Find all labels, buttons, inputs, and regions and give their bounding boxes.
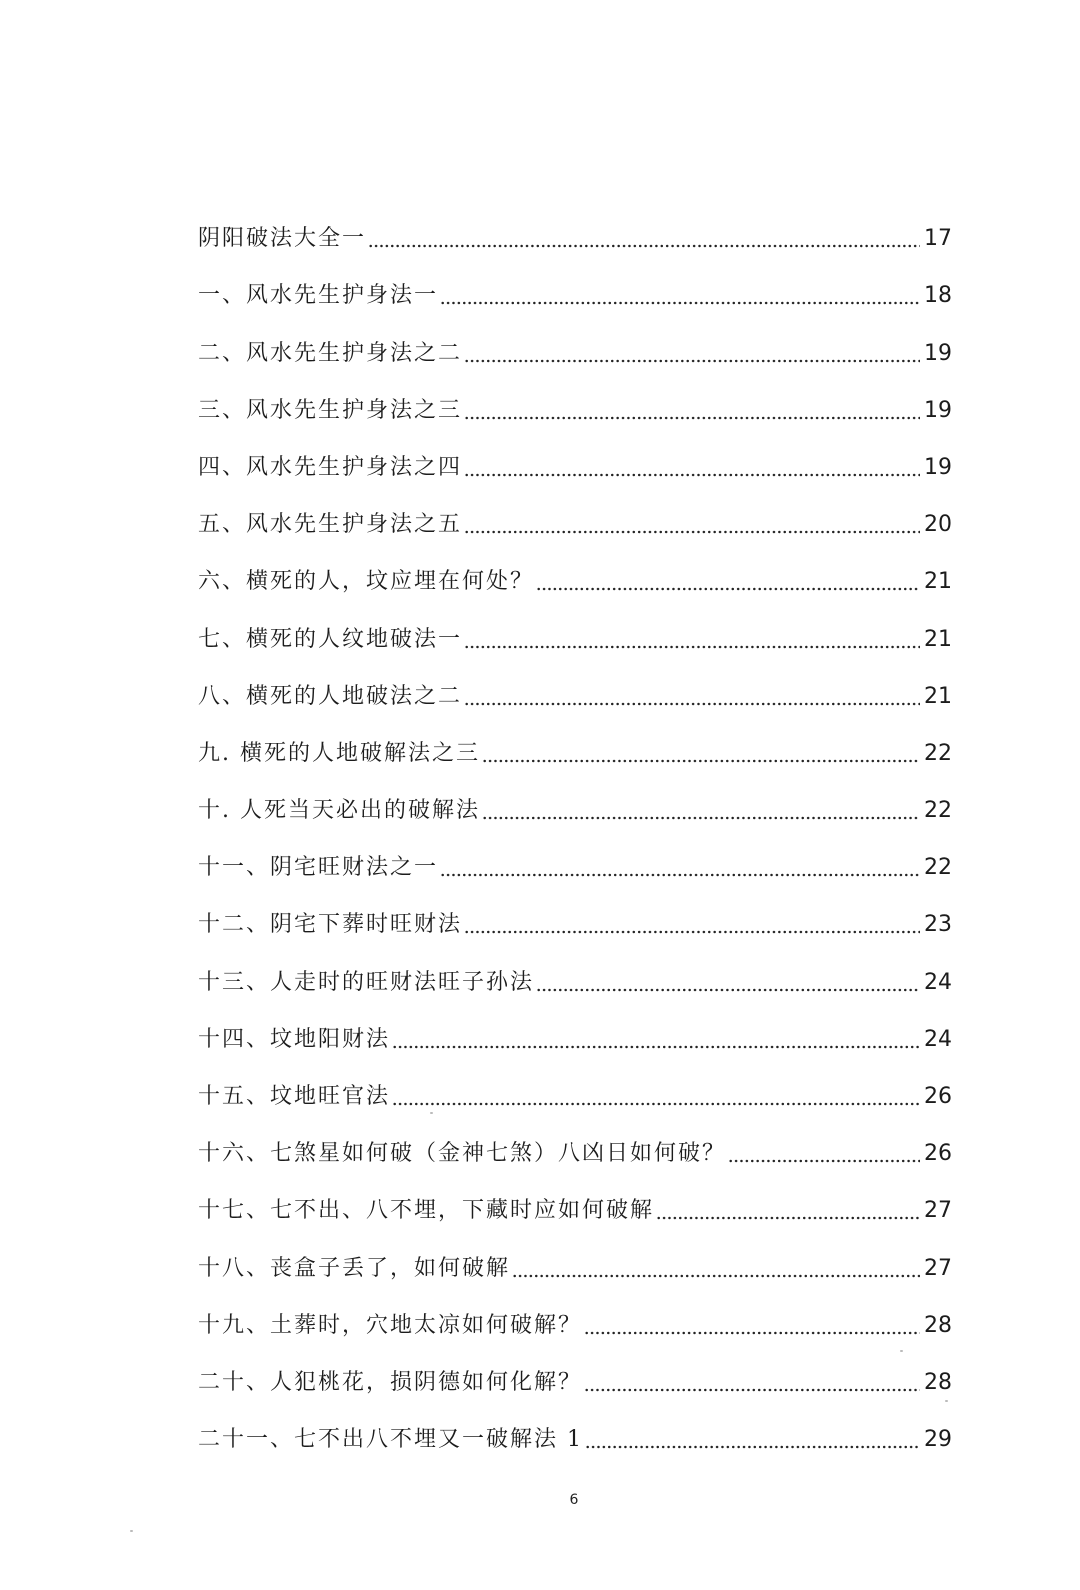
scan-speck xyxy=(900,1350,903,1352)
toc-entry-page: 24 xyxy=(924,1026,952,1052)
toc-entry-title: 十三、人走时的旺财法旺子孙法 xyxy=(198,969,535,995)
dot-leader xyxy=(440,873,920,877)
toc-entry-title: 四、风水先生护身法之四 xyxy=(198,454,463,480)
toc-entry-title: 阴阳破法大全一 xyxy=(198,226,367,252)
toc-entry[interactable] xyxy=(198,777,952,834)
dot-leader xyxy=(464,530,920,534)
toc-entry-title: 十八、丧盒子丢了，如何破解 xyxy=(198,1255,511,1281)
toc-entry[interactable] xyxy=(198,491,952,548)
toc-entry[interactable] xyxy=(198,548,952,605)
toc-entry-page: 22 xyxy=(924,798,952,824)
toc-entry[interactable] xyxy=(198,834,952,891)
toc-entry[interactable] xyxy=(198,1006,952,1063)
dot-leader xyxy=(482,816,920,820)
toc-entry[interactable] xyxy=(198,720,952,777)
toc-entry-title: 八、横死的人地破法之二 xyxy=(198,683,463,709)
toc-entry-page: 22 xyxy=(924,740,952,766)
toc-entry-page: 18 xyxy=(924,283,952,309)
toc-entry-page: 21 xyxy=(924,569,952,595)
toc-entry-page: 21 xyxy=(924,626,952,652)
toc-entry[interactable] xyxy=(198,319,952,376)
toc-entry[interactable] xyxy=(198,1120,952,1177)
toc-entry-page: 27 xyxy=(924,1198,952,1224)
dot-leader xyxy=(584,1388,920,1392)
toc-entry-title: 七、横死的人纹地破法一 xyxy=(198,626,463,652)
dot-leader xyxy=(464,645,920,649)
dot-leader xyxy=(464,702,920,706)
dot-leader xyxy=(464,416,920,420)
dot-leader xyxy=(482,759,920,763)
toc-entry[interactable] xyxy=(198,262,952,319)
dot-leader xyxy=(728,1159,920,1163)
toc-entry-title: 十二、阴宅下葬时旺财法 xyxy=(198,912,463,938)
dot-leader xyxy=(368,244,920,248)
toc-entry[interactable] xyxy=(198,948,952,1005)
toc-entry[interactable] xyxy=(198,1406,952,1463)
toc-entry-title: 十九、土葬时，穴地太凉如何破解？ xyxy=(198,1312,583,1338)
toc-entry[interactable] xyxy=(198,891,952,948)
toc-entry[interactable] xyxy=(198,605,952,662)
toc-entry-page: 27 xyxy=(924,1255,952,1281)
toc-entry-title: 二十一、七不出八不埋又一破解法 1 xyxy=(198,1427,583,1453)
toc-entry-page: 28 xyxy=(924,1369,952,1395)
toc-entry-page: 20 xyxy=(924,512,952,538)
toc-entry-page: 29 xyxy=(924,1427,952,1453)
toc-entry-page: 21 xyxy=(924,683,952,709)
toc-entry-title: 九. 横死的人地破解法之三 xyxy=(198,740,480,766)
toc-entry-title: 十五、坟地旺官法 xyxy=(198,1084,391,1109)
table-of-contents xyxy=(198,205,952,1463)
dot-leader xyxy=(392,1045,920,1049)
toc-entry-page: 28 xyxy=(924,1312,952,1338)
toc-entry-title: 二、风水先生护身法之二 xyxy=(198,340,463,366)
dot-leader xyxy=(584,1331,920,1335)
dot-leader xyxy=(464,930,920,934)
toc-entry[interactable] xyxy=(198,377,952,434)
toc-entry-page: 19 xyxy=(924,340,952,366)
toc-entry[interactable] xyxy=(198,434,952,491)
toc-entry[interactable] xyxy=(198,1292,952,1349)
toc-entry-title: 二十、人犯桃花，损阴德如何化解？ xyxy=(198,1369,583,1395)
toc-entry[interactable] xyxy=(198,205,952,262)
toc-entry-title: 十六、七煞星如何破（金神七煞）八凶日如何破？ xyxy=(198,1141,727,1167)
dot-leader xyxy=(440,301,920,305)
dot-leader xyxy=(512,1274,920,1278)
scan-speck xyxy=(945,1400,948,1402)
toc-entry-title: 一、风水先生护身法一 xyxy=(198,283,439,309)
toc-entry-title: 十七、七不出、八不埋，下藏时应如何破解 xyxy=(198,1198,655,1224)
toc-entry-page: 24 xyxy=(924,969,952,995)
dot-leader xyxy=(536,988,920,992)
toc-entry[interactable] xyxy=(198,663,952,720)
scan-speck xyxy=(130,1530,133,1532)
toc-entry-title: 三、风水先生护身法之三 xyxy=(198,397,463,423)
dot-leader xyxy=(536,587,920,591)
toc-entry-page: 17 xyxy=(924,226,952,252)
dot-leader xyxy=(585,1445,920,1449)
dot-leader xyxy=(464,473,920,477)
toc-entry-page: 19 xyxy=(924,454,952,480)
page-number: 6 xyxy=(569,1492,579,1508)
toc-entry-title: 五、风水先生护身法之五 xyxy=(198,512,463,538)
toc-entry-title: 六、横死的人，坟应埋在何处？ xyxy=(198,569,535,595)
toc-entry[interactable] xyxy=(198,1349,952,1406)
dot-leader xyxy=(392,1102,920,1106)
scan-speck xyxy=(430,1112,433,1114)
toc-entry-title: 十一、阴宅旺财法之一 xyxy=(198,855,439,881)
toc-entry[interactable] xyxy=(198,1177,952,1234)
toc-entry-page: 22 xyxy=(924,855,952,881)
toc-entry-page: 23 xyxy=(924,912,952,938)
dot-leader xyxy=(464,359,920,363)
toc-entry-page: 26 xyxy=(924,1141,952,1167)
toc-entry-page: 26 xyxy=(924,1084,952,1109)
dot-leader xyxy=(656,1216,920,1220)
toc-entry-title: 十. 人死当天必出的破解法 xyxy=(198,798,480,824)
toc-entry-title: 十四、坟地阳财法 xyxy=(198,1026,391,1052)
toc-entry-page: 19 xyxy=(924,397,952,423)
toc-entry[interactable] xyxy=(198,1234,952,1291)
toc-entry[interactable] xyxy=(198,1063,952,1120)
